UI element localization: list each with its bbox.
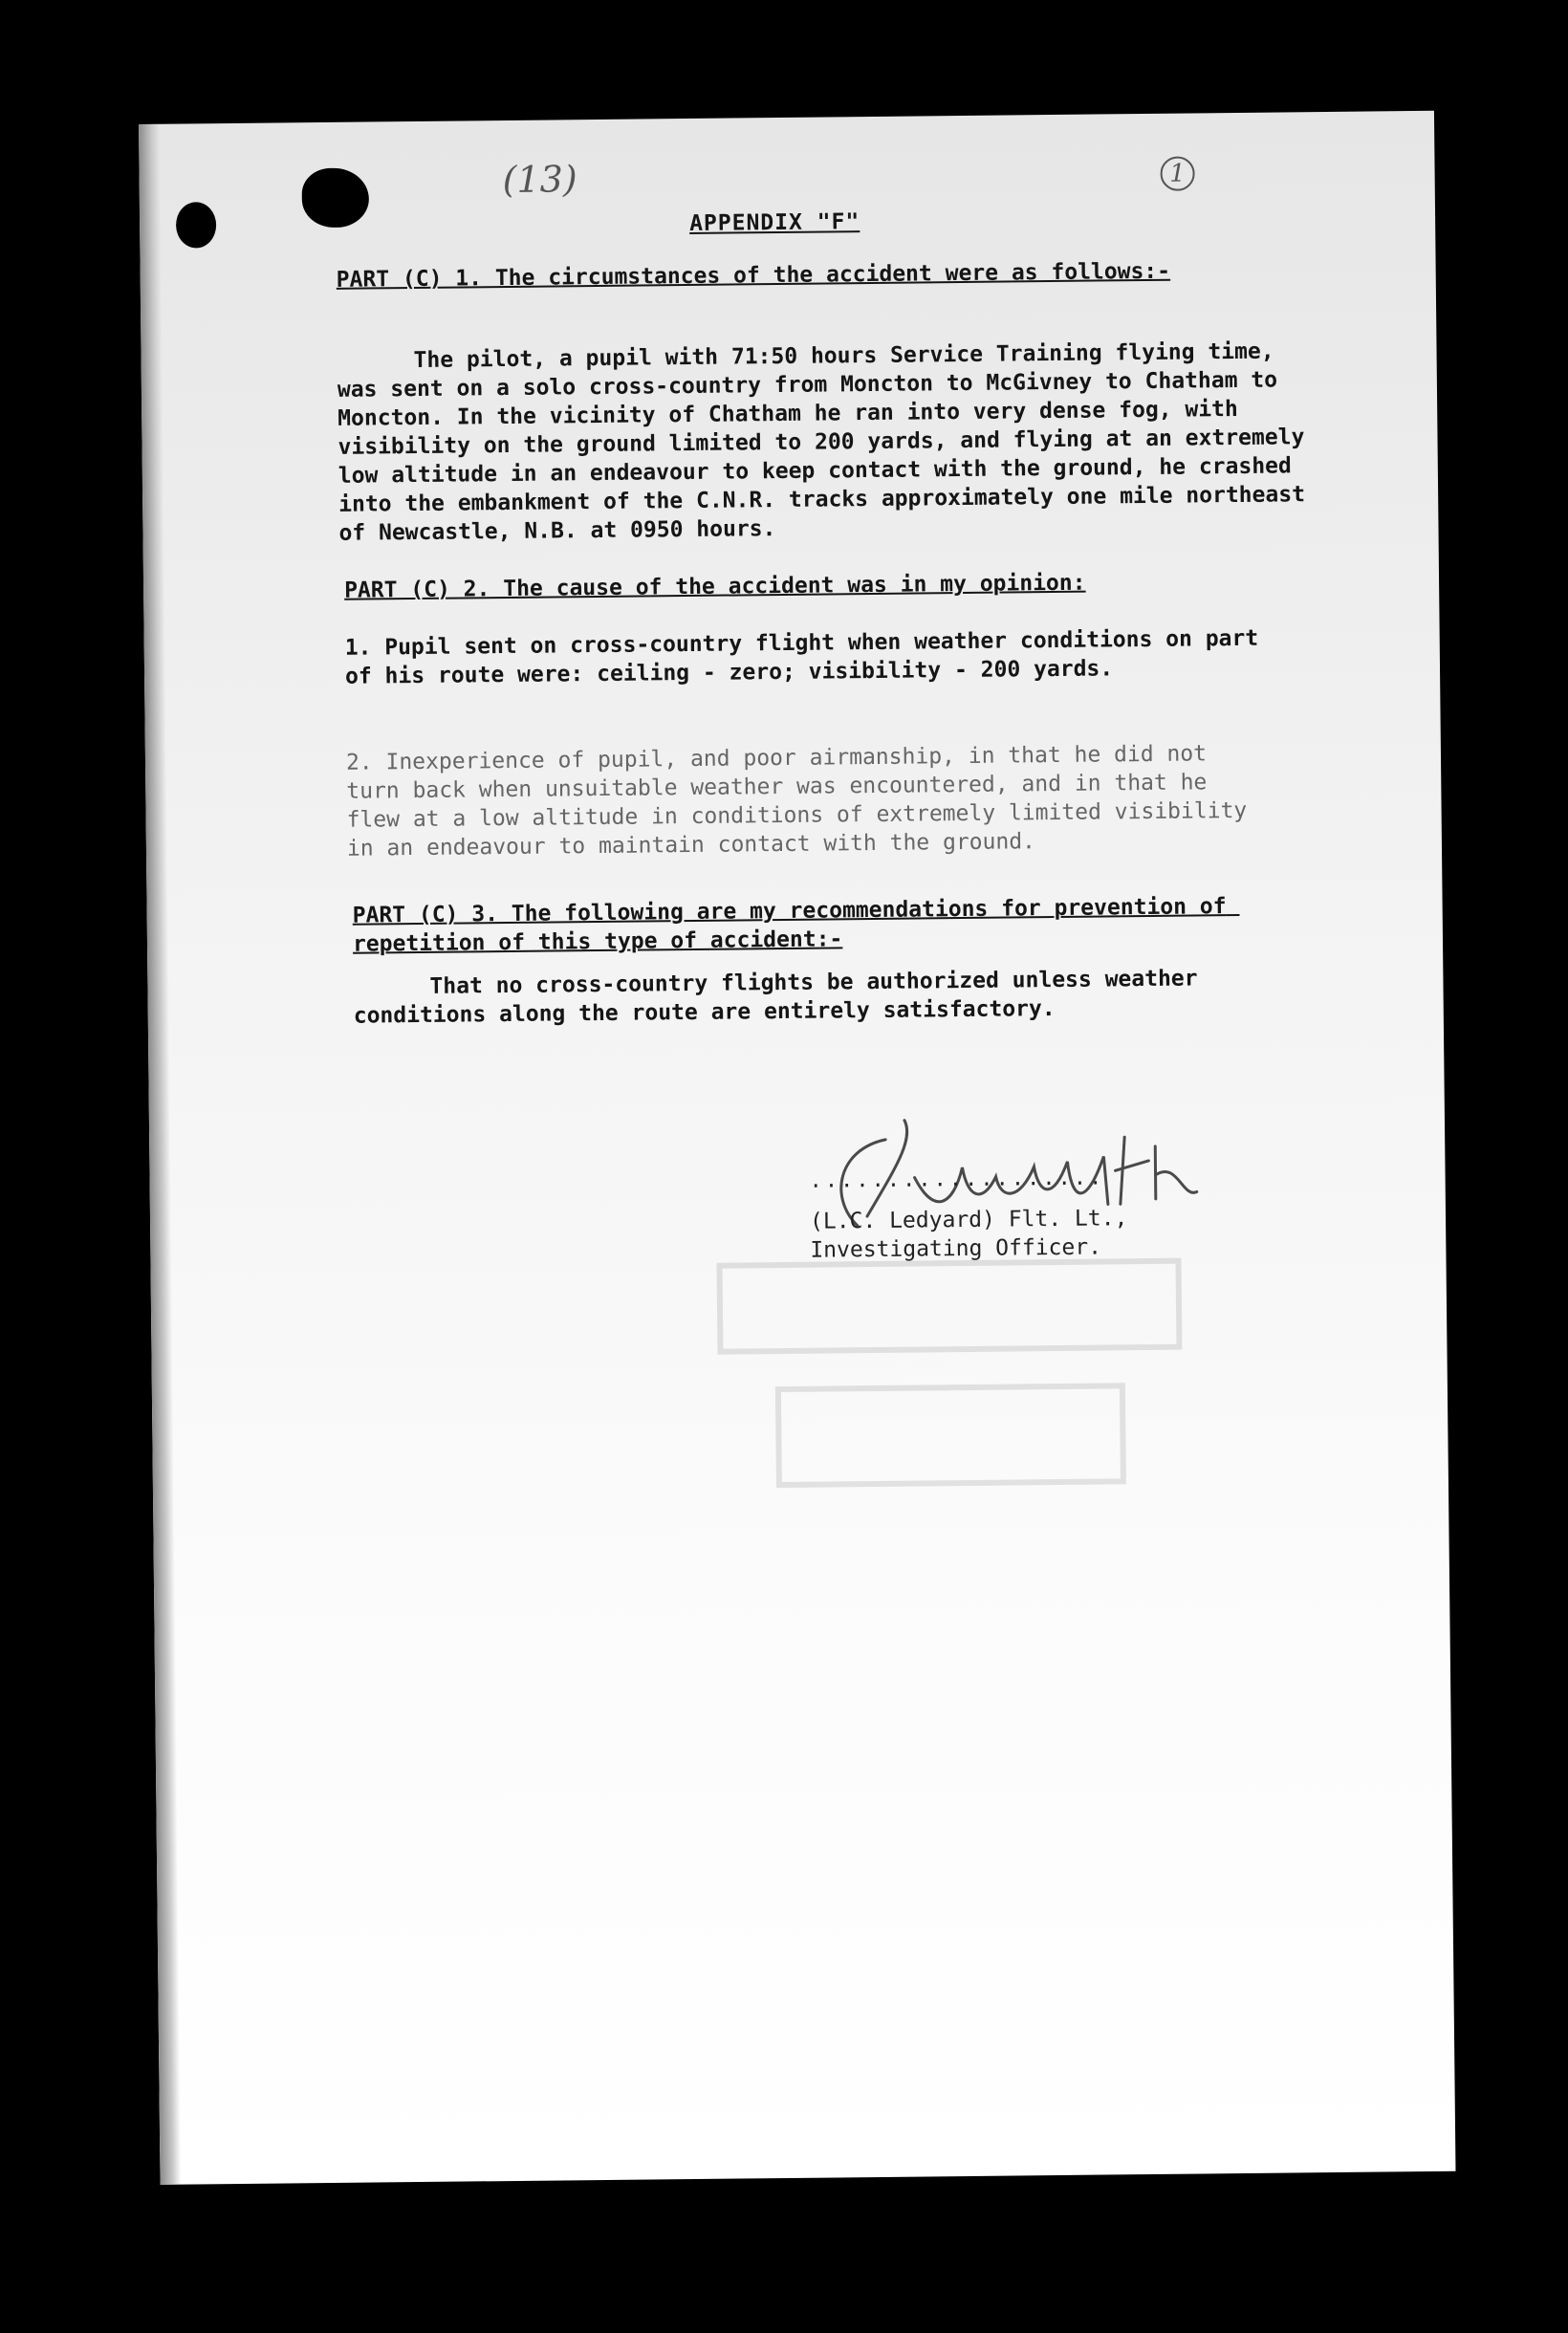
part-c1-paragraph: The pilot, a pupil with 71:50 hours Service Training flying time, was sent on a solo cross-country from Moncton to McGivney to Chatham to Moncton. In the vicinity of Chatham he ran into very dense fog, with visibility on the ground limited to 200 yards, and flying at an extremely low altitude in an endeavour to keep contact with the ground, he crashed into the embankment of the C.N.R. tracks approximately one mile northeast of Newcastle, N.B. at 0950 hours. bbox=[337, 338, 1318, 546]
signature-line: ................... bbox=[809, 1166, 1105, 1193]
document-page bbox=[139, 111, 1455, 2185]
part-c3-heading: PART (C) 3. The following are my recommendations for prevention of repetition of this type of accident:- bbox=[352, 893, 1240, 957]
part-c2-heading: PART (C) 2. The cause of the accident was in my opinion: bbox=[343, 570, 1086, 603]
cause-item: 2. Inexperience of pupil, and poor airmanship, in that he did not turn back when unsuitable weather was encountered, and in that he flew at a low altitude in conditions of extremely limited visibility in an endeavour to maintain contact with the ground. bbox=[345, 741, 1261, 861]
punch-hole bbox=[176, 202, 217, 248]
part-c3-paragraph: That no cross-country flights be authorized unless weather conditions along the route are entirely satisfactory. bbox=[353, 966, 1211, 1029]
document-heading: APPENDIX "F" bbox=[688, 209, 860, 236]
part-c1-heading: PART (C) 1. The circumstances of the accident were as follows:- bbox=[336, 258, 1171, 293]
cause-item: 1. Pupil sent on cross-country flight when weather conditions on part of his route were: ceiling - zero; visibility - 200 yards. bbox=[344, 625, 1273, 689]
faded-stamp bbox=[700, 1241, 1200, 1514]
folio-mark: (13) bbox=[502, 158, 577, 202]
page-number: 1 bbox=[1160, 156, 1194, 190]
punch-hole bbox=[301, 167, 369, 228]
signatory-block: (L.C. Ledyard) Flt. Lt., Investigating Officer. bbox=[809, 1206, 1128, 1263]
